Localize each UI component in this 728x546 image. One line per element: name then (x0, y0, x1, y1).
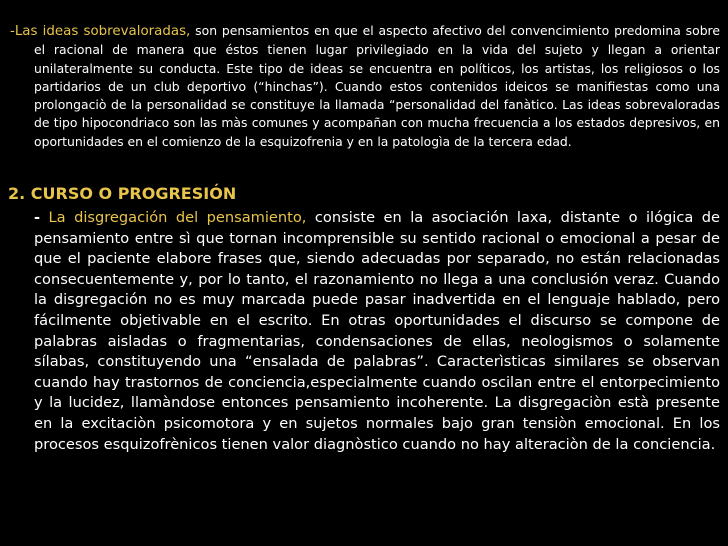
overvalued-ideas-paragraph (10, 22, 720, 151)
paragraph-bullet: - (10, 24, 15, 39)
section-heading: 2. CURSO O PROGRESIÓN (8, 184, 237, 203)
disaggregation-paragraph (34, 208, 720, 455)
paragraph-bullet: - (34, 209, 41, 226)
overvalued-ideas-term: Las ideas sobrevaloradas, (14, 24, 191, 39)
disaggregation-term: La disgregación del pensamiento, (48, 209, 307, 226)
disaggregation-body: consiste en la asociación laxa, distante o ilógica de pensamiento entre sì que tornan incomprensible su sentido racional o emocional a pesar de que el paciente elabore frases que, siendo adecuadas por separado, no están relacionadas consecuentemente y, por lo tanto, el razonamiento no llega a una conclusión veraz. Cuando la disgregación no es muy marcada puede pasar inadvertida en el lenguaje hablado, pero fácilmente objetivable en el escrito. En otras oportunidades el discurso se compone de palabras aisladas o fragmentarias, condensaciones de ellas, neologismos o solamente sílabas, constituyendo una “ensalada de palabras”. Caracterìsticas similares se observan cuando hay trastornos de conciencia,especialmente cuando oscilan entre el entorpecimiento y la lucidez, llamàndose entonces pensamiento incoherente. La disgregaciòn està presente en la excitaciòn psicomotora y en sujetos normales bajo gran tensiòn emocional. En los procesos esquizofrènicos tienen valor diagnòstico cuando no hay alteraciòn de la conciencia. (34, 209, 721, 453)
overvalued-ideas-body: son pensamientos en que el aspecto afectivo del convencimiento predomina sobre el racional de manera que éstos tienen lugar privilegiado en la vida del sujeto y llegan a orientar unilateralmente su conducta. Este tipo de ideas se encuentra en políticos, los artistas, los religiosos o los partidarios de un club deportivo (“hinchas”). Cuando estos contenidos ideicos se manifiestas como una prolongaciò de la personalidad se constituye la llamada “personalidad del fanàtico. Las ideas sobrevaloradas de tipo hipocondriaco son las màs comunes y acompañan con mucha frecuencia a los estados depresivos, en oportunidades en el comienzo de la esquizofrenia y en la patologìa de la tercera edad. (34, 23, 720, 149)
